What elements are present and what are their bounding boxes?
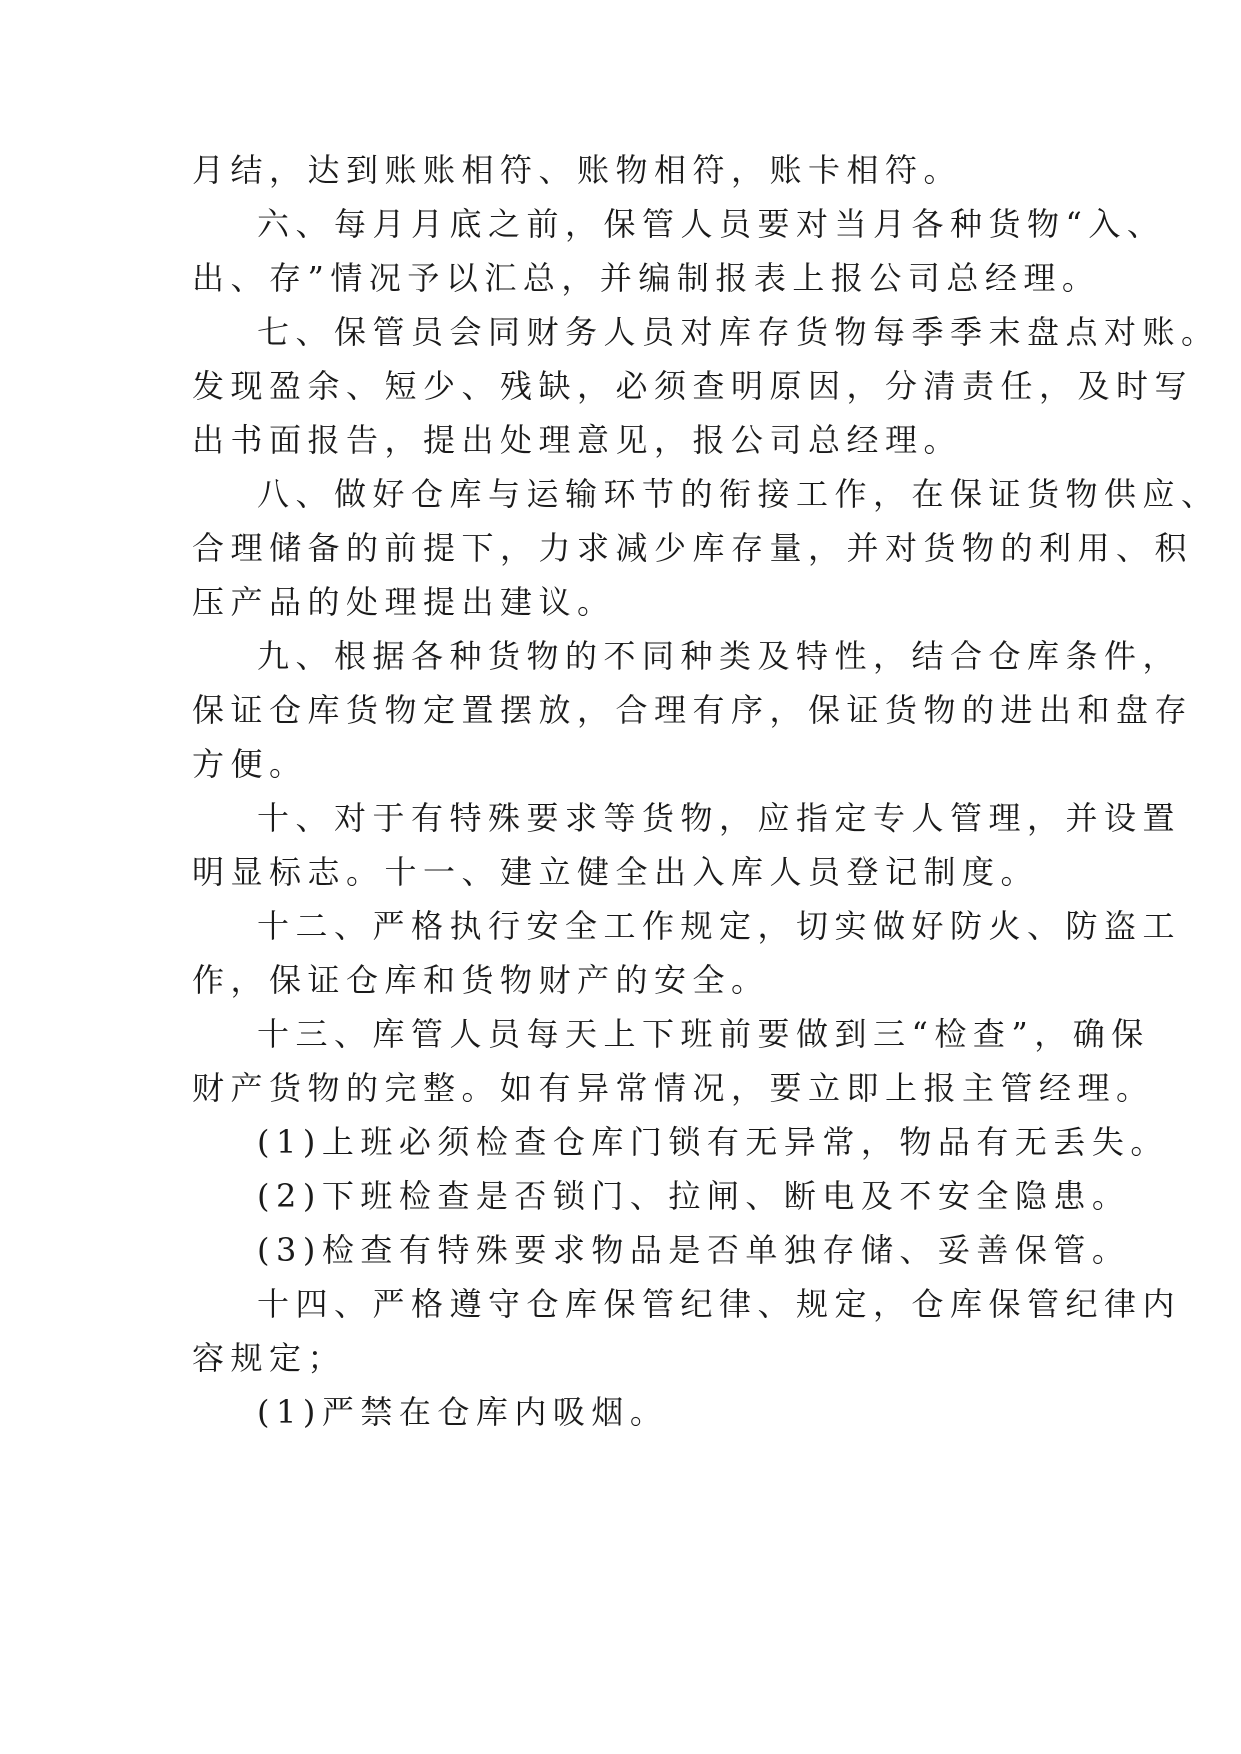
paragraph-start: 七、保管员会同财务人员对库存货物每季季末盘点对账。 bbox=[257, 313, 1220, 351]
paragraph-start: 十二、严格执行安全工作规定，切实做好防火、防盗工 bbox=[257, 907, 1182, 945]
text-line: 合理储备的前提下，力求减少库存量，并对货物的利用、积 bbox=[192, 529, 1194, 567]
list-item: (2)下班检查是否锁门、拉闸、断电及不安全隐患。 bbox=[257, 1177, 1131, 1215]
text-line: 出、存”情况予以汇总，并编制报表上报公司总经理。 bbox=[192, 259, 1101, 297]
text-line: 发现盈余、短少、残缺，必须查明原因，分清责任，及时写 bbox=[192, 367, 1194, 405]
text-line: 月结，达到账账相符、账物相符，账卡相符。 bbox=[192, 151, 963, 189]
paragraph-start: 十三、库管人员每天上下班前要做到三“检查”，确保 bbox=[257, 1015, 1150, 1053]
text-line: 容规定； bbox=[192, 1339, 347, 1377]
text-line: 保证仓库货物定置摆放，合理有序，保证货物的进出和盘存 bbox=[192, 691, 1194, 729]
paragraph-start: 八、做好仓库与运输环节的衔接工作，在保证货物供应、 bbox=[257, 475, 1220, 513]
paragraph-start: 十、对于有特殊要求等货物，应指定专人管理，并设置 bbox=[257, 799, 1182, 837]
text-line: 明显标志。十一、建立健全出入库人员登记制度。 bbox=[192, 853, 1040, 891]
list-item: (3)检查有特殊要求物品是否单独存储、妥善保管。 bbox=[257, 1231, 1131, 1269]
text-line: 方便。 bbox=[192, 745, 308, 783]
list-item: (1)严禁在仓库内吸烟。 bbox=[257, 1393, 669, 1431]
paragraph-start: 十四、严格遵守仓库保管纪律、规定，仓库保管纪律内 bbox=[257, 1285, 1182, 1323]
list-item: (1)上班必须检查仓库门锁有无异常，物品有无丢失。 bbox=[257, 1123, 1169, 1161]
text-line: 出书面报告，提出处理意见，报公司总经理。 bbox=[192, 421, 963, 459]
paragraph-start: 六、每月月底之前，保管人员要对当月各种货物“入、 bbox=[257, 205, 1166, 243]
text-line: 压产品的处理提出建议。 bbox=[192, 583, 616, 621]
paragraph-start: 九、根据各种货物的不同种类及特性，结合仓库条件， bbox=[257, 637, 1182, 675]
text-line: 作，保证仓库和货物财产的安全。 bbox=[192, 961, 770, 999]
text-line: 财产货物的完整。如有异常情况，要立即上报主管经理。 bbox=[192, 1069, 1155, 1107]
